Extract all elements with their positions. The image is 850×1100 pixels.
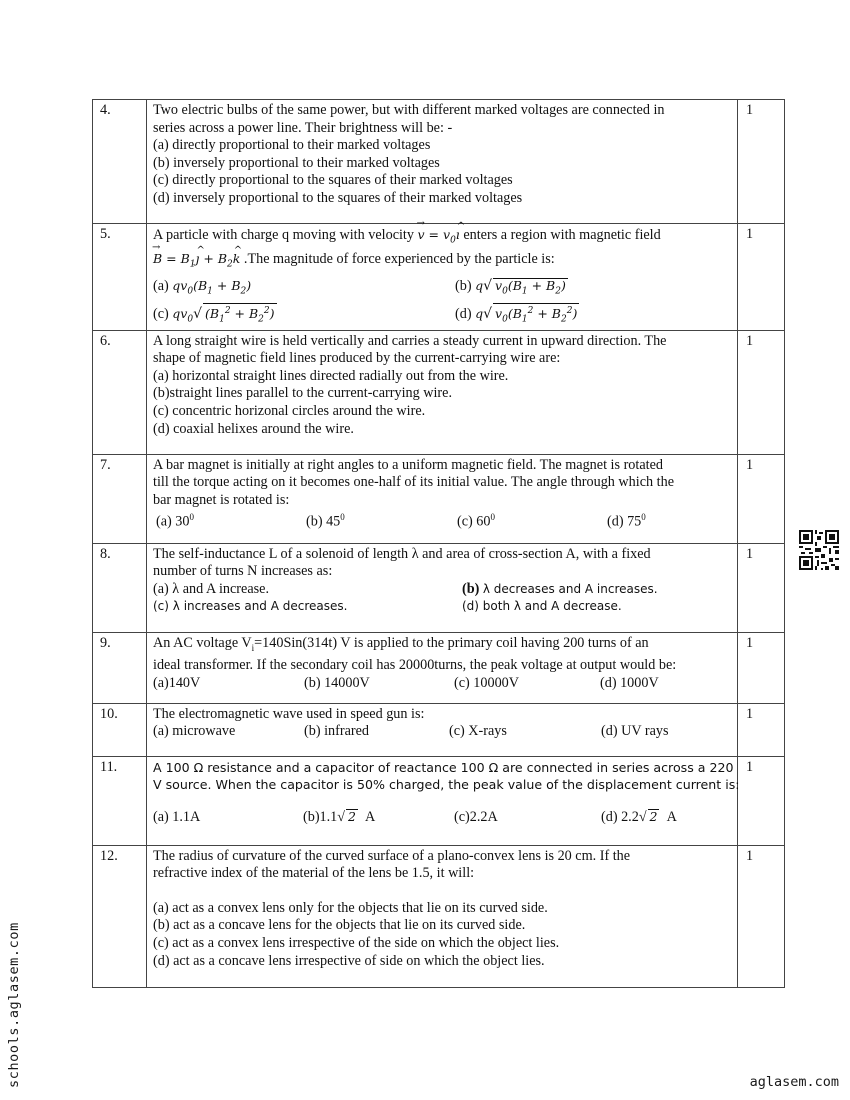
option: (b)straight lines parallel to the current-carrying wire. <box>153 385 452 402</box>
table-row <box>93 100 785 224</box>
option: (b) infrared <box>304 723 369 740</box>
question-text: The radius of curvature of the curved surface of a plano-convex lens is 20 cm. If the <box>153 847 631 864</box>
option: (c) 10000V <box>454 674 520 691</box>
question-number: 8. <box>93 543 147 632</box>
option: (a) microwave <box>153 723 236 740</box>
question-text: number of turns N increases as: <box>153 563 333 580</box>
table-row <box>93 330 785 454</box>
marks: 1 <box>738 454 785 543</box>
question-text-part: A particle with charge q moving with velocity <box>153 227 414 243</box>
marks: 1 <box>738 224 785 331</box>
options-row <box>153 277 733 301</box>
option: (d) inversely proportional to the squares of their marked voltages <box>153 189 523 206</box>
option: (d) coaxial helixes around the wire. <box>153 420 354 437</box>
option: (d) act as a concave lens irrespective of side on which the object lies. <box>153 952 545 969</box>
question-body <box>147 330 738 454</box>
table-row <box>93 845 785 987</box>
question-number: 6. <box>93 330 147 454</box>
question-text-part: enters a region with magnetic field <box>463 227 661 243</box>
table-row <box>93 224 785 331</box>
options-row <box>153 675 733 693</box>
table-row <box>93 703 785 756</box>
question-number: 9. <box>93 632 147 703</box>
option: (d) both λ and A decrease. <box>462 599 622 614</box>
option: (a) horizontal straight lines directed radially out from the wire. <box>153 367 509 384</box>
question-body <box>147 703 738 756</box>
option: (c) $60^0$ <box>457 512 495 531</box>
marks: 1 <box>738 703 785 756</box>
question-text: The self-inductance L of a solenoid of length λ and area of cross-section A, with a fixed <box>153 545 651 562</box>
marks: 1 <box>738 845 785 987</box>
options-row <box>153 809 733 827</box>
options-row <box>153 598 733 616</box>
question-text: An AC voltage $V_i=140Sin(314t)$ V is applied to the primary coil having 200 turns of an <box>153 634 649 653</box>
options-row <box>153 723 733 741</box>
option: (d) q√ $v_0(B_1^2 + B_2^2)$ <box>455 303 579 329</box>
qr-code-icon <box>799 530 839 570</box>
question-text: till the torque acting on it becomes one-half of its initial value. The angle through which the <box>153 474 674 491</box>
question-text: shape of magnetic field lines produced by the current-carrying wire are: <box>153 350 561 367</box>
option: (a) $qv_0(B_1 + B_2)$ <box>153 278 252 297</box>
option: (b) inversely proportional to their marked voltages <box>153 154 440 171</box>
option: (b) λ decreases and A increases. <box>462 580 658 597</box>
velocity-formula: → $v = v_0\^{}$ ı <box>418 227 460 242</box>
question-number: 4. <box>93 100 147 224</box>
option: (d) UV rays <box>601 723 669 740</box>
question-text: refractive index of the material of the lens be 1.5, it will: <box>153 865 475 882</box>
marks: 1 <box>738 632 785 703</box>
option: (a) directly proportional to their marked voltages <box>153 137 431 154</box>
question-text <box>153 250 733 274</box>
option: (c) concentric horizonal circles around the wire. <box>153 402 426 419</box>
footer-watermark: aglasem.com <box>749 1074 839 1090</box>
table-row <box>93 543 785 632</box>
option: (c) $qv_0√$ $(B_1^2 + B_2^2)$ <box>153 303 455 329</box>
option: (a) 1.1A <box>153 808 201 825</box>
option: (c)2.2A <box>454 808 498 825</box>
table-row <box>93 632 785 703</box>
question-body <box>147 454 738 543</box>
option: (b) $45^0$ <box>306 512 345 531</box>
option: (b)1.1√ 2 A <box>303 808 376 825</box>
side-watermark: schools.aglasem.com <box>6 922 22 1088</box>
question-text: A long straight wire is held vertically and carries a steady current in upward direction. The <box>153 332 667 349</box>
question-text: series across a power line. Their brightness will be: - <box>153 119 453 136</box>
question-number: 5. <box>93 224 147 331</box>
option: (d) 1000V <box>600 674 659 691</box>
option: (b) 14000V <box>304 674 370 691</box>
option: (c) directly proportional to the squares of their marked voltages <box>153 172 513 189</box>
options-row <box>153 303 733 329</box>
option: (b) act as a concave lens for the objects that lie on its curved side. <box>153 917 526 934</box>
table-row <box>93 756 785 845</box>
question-text-part: .The magnitude of force experienced by the particle is: <box>243 251 555 268</box>
question-text: A bar magnet is initially at right angles to a uniform magnetic field. The magnet is rotated <box>153 456 663 473</box>
option: (c) act as a convex lens irrespective of the side on which the object lies. <box>153 934 560 951</box>
question-text: Two electric bulbs of the same power, but with different marked voltages are connected in <box>153 102 665 118</box>
option: (a) $30^0$ <box>156 512 194 531</box>
option: (a) act as a convex lens only for the objects that lie on its curved side. <box>153 899 548 916</box>
option: (c) λ increases and A decreases. <box>153 599 348 614</box>
option: (c) X-rays <box>449 723 507 740</box>
options-row <box>153 509 733 531</box>
question-text: The electromagnetic wave used in speed gun is: <box>153 705 425 722</box>
marks: 1 <box>738 756 785 845</box>
option: (b) q√ $v_0(B_1 + B_2)$ <box>455 278 566 297</box>
question-number: 12. <box>93 845 147 987</box>
marks: 1 <box>738 543 785 632</box>
question-table <box>92 99 785 988</box>
marks: 1 <box>738 100 785 224</box>
question-body <box>147 845 738 987</box>
options-row <box>153 581 733 599</box>
question-text: ideal transformer. If the secondary coil has 20000turns, the peak voltage at output would be: <box>153 656 677 673</box>
question-text: bar magnet is rotated is: <box>153 491 290 508</box>
option: (a) λ and A increase. <box>153 580 269 597</box>
option: (d) $75^0$ <box>607 512 646 531</box>
question-body <box>147 543 738 632</box>
field-formula: → $B = B_1\^{}$ ȷ + $B_2\^{}$ k <box>153 251 240 266</box>
question-number: 11. <box>93 756 147 845</box>
question-body <box>147 756 738 845</box>
question-body <box>147 632 738 703</box>
option: (a)140V <box>153 674 201 691</box>
question-text: A 100 Ω resistance and a capacitor of reactance 100 Ω are connected in series across a 220 <box>153 759 734 775</box>
marks: 1 <box>738 330 785 454</box>
option: (d) 2.2√ 2 A <box>601 808 677 825</box>
question-number: 7. <box>93 454 147 543</box>
question-number: 10. <box>93 703 147 756</box>
question-body <box>147 100 738 224</box>
question-text: V source. When the capacitor is 50% charged, the peak value of the displacement current is: <box>153 777 740 793</box>
table-row <box>93 454 785 543</box>
question-body <box>147 224 738 331</box>
